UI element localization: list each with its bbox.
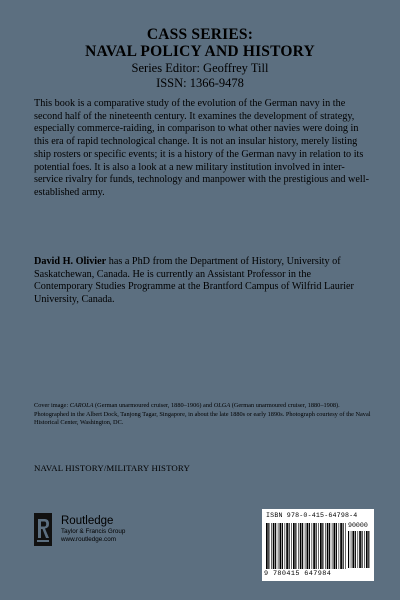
subject-category: NAVAL HISTORY/MILITARY HISTORY	[34, 463, 190, 473]
publisher-text	[61, 515, 125, 544]
credit-ship1-desc: (German unarmoured cruiser, 1880–1906) and	[93, 402, 214, 409]
book-blurb: This book is a comparative study of the evolution of the German navy in the second half of the nineteenth century. It examines the development of strategy, especially commerce-raiding, in comparison to what other navies were doing in this era of rapid technological change. It is not an insular history, merely listing ship rosters or specific events; it is a history of the German navy in relation to its potential foes. It is also a look at a new military institution involved in inter-service rivalry for funds, technology and manpower with the prestigious and well-established army.	[34, 98, 369, 198]
credit-ship1: CAROLA	[69, 402, 94, 409]
publisher-url: www.routledge.com	[61, 536, 116, 543]
price-barcode	[348, 531, 370, 568]
series-title-line1: CASS SERIES:	[146, 26, 254, 43]
credit-ship2: OLGA	[213, 402, 231, 409]
publisher-name: Routledge	[61, 515, 114, 527]
ean-barcode	[266, 523, 346, 569]
credit-ship2-desc: (German unarmoured cruiser, 1880–1908). Photographed in the Albert Dock, Tanjong Tagar, Singapore, in about the late 1880s or early 1890s. Photograph courtesy of the Naval Historical Center, Washington, DC.	[34, 402, 371, 427]
credit-prefix: Cover image:	[34, 402, 70, 409]
routledge-logo-icon	[34, 513, 52, 546]
ean-digits: 9 780415 647984	[264, 570, 332, 578]
barcode-box	[262, 509, 374, 581]
author-bio	[34, 256, 372, 307]
series-issn: ISSN: 1366-9478	[156, 76, 244, 90]
publisher-group: Taylor & Francis Group	[61, 528, 126, 535]
author-name: David H. Olivier	[34, 256, 107, 267]
author-bio-text: has a PhD from the Department of History, University of Saskatchewan, Canada. He is currently an Assistant Professor in the Contemporary Studies Programme at the Brantford Campus of Wilfrid Laurier University, Canada.	[34, 256, 354, 306]
isbn-text: ISBN 978-0-415-64798-4	[266, 512, 358, 519]
publisher-block	[34, 513, 234, 553]
series-editor: Series Editor: Geoffrey Till	[131, 61, 269, 75]
cover-image-credit	[34, 402, 374, 428]
series-title-line2: NAVAL POLICY AND HISTORY	[85, 43, 315, 60]
price-code: 90000	[348, 522, 368, 529]
series-header	[0, 26, 400, 91]
